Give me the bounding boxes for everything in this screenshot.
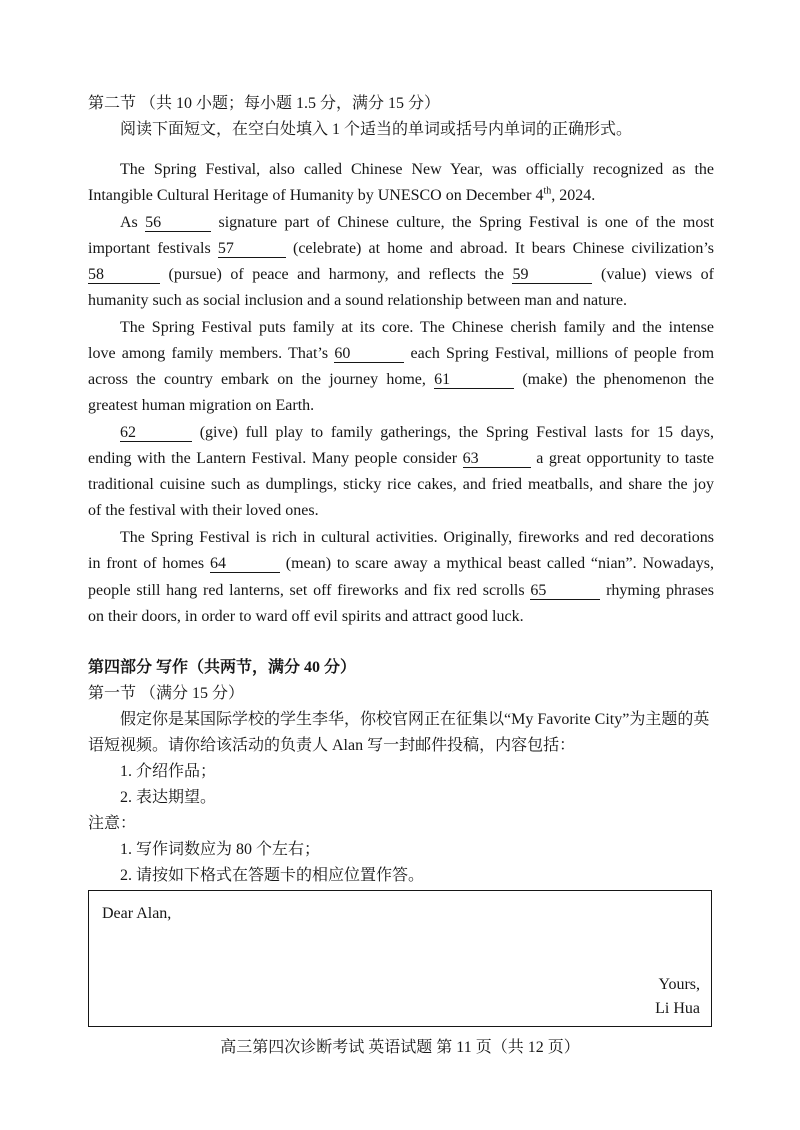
blank-59[interactable]: 59 [512,267,592,284]
blank-65[interactable]: 65 [530,583,600,600]
notes-label: 注意： [88,815,137,832]
page-footer: 高三第四次诊断考试 英语试题 第 11 页（共 12 页） [220,1039,580,1056]
task-line2: 语短视频。请你给该活动的负责人 Alan 写一封邮件投稿，内容包括： [88,737,576,754]
task-item-2: 2. 表达期望。 [120,789,217,806]
p4-line3: traditional cuisine such as dumplings, sticky rice cakes, and fried meatballs, and share the joy [88,476,714,493]
p3-line4: greatest human migration on Earth. [88,397,315,414]
blank-56[interactable]: 56 [145,215,211,232]
section-heading: 第二节 （共 10 小题；每小题 1.5 分，满分 15 分） [88,95,441,112]
blank-62[interactable]: 62 [120,425,192,442]
p4-line2: ending with the Lantern Festival. Many people consider 63 a great opportunity to taste [88,450,715,467]
letter-answer-box[interactable] [88,890,712,1027]
p2-line2: important festivals 57 (celebrate) at home and abroad. It bears Chinese civilization’s [88,240,715,257]
p1-line2: Intangible Cultural Heritage of Humanity by UNESCO on December 4th, 2024. [88,185,596,204]
p5-line1: The Spring Festival is rich in cultural activities. Originally, fireworks and red decorations [120,529,714,546]
letter-closing: Yours, [658,976,700,993]
blank-60[interactable]: 60 [334,346,404,363]
letter-greeting: Dear Alan, [102,905,172,922]
blank-64[interactable]: 64 [210,556,280,573]
p2-line4: humanity such as social inclusion and a sound relationship between man and nature. [88,292,627,309]
p3-line2: love among family members. That’s 60 each Spring Festival, millions of people from [88,345,715,362]
p3-line1: The Spring Festival puts family at its core. The Chinese cherish family and the intense [120,319,714,336]
p1-line1: The Spring Festival, also called Chinese New Year, was officially recognized as the [120,161,714,178]
p5-line4: on their doors, in order to ward off evil spirits and attract good luck. [88,608,524,625]
blank-57[interactable]: 57 [218,241,286,258]
part4-heading: 第四部分 写作（共两节，满分 40 分） [88,659,357,676]
blank-58[interactable]: 58 [88,267,160,284]
p2-line3: 58 (pursue) of peace and harmony, and reflects the 59 (value) views of [88,266,715,283]
section-instruction: 阅读下面短文，在空白处填入 1 个适当的单词或括号内单词的正确形式。 [120,121,633,138]
note-2: 2. 请按如下格式在答题卡的相应位置作答。 [120,867,425,884]
letter-signature: Li Hua [655,1000,700,1017]
blank-61[interactable]: 61 [434,372,514,389]
p2-line1: As 56 signature part of Chinese culture, the Spring Festival is one of the most [120,214,715,231]
note-1: 1. 写作词数应为 80 个左右； [120,841,321,858]
p5-line3: people still hang red lanterns, set off fireworks and fix red scrolls 65 rhyming phrases [88,582,715,599]
p4-line1: 62 (give) full play to family gatherings, the Spring Festival lasts for 15 days, [120,424,715,441]
p4-line4: of the festival with their loved ones. [88,502,319,519]
part4-section1: 第一节 （满分 15 分） [88,685,245,702]
p3-line3: across the country embark on the journey home, 61 (make) the phenomenon the [88,371,715,388]
p5-line2: in front of homes 64 (mean) to scare away a mythical beast called “nian”. Nowadays, [88,555,715,572]
task-line1: 假定你是某国际学校的学生李华，你校官网正在征集以“My Favorite City”为主题的英 [120,711,710,728]
task-item-1: 1. 介绍作品； [120,763,217,780]
blank-63[interactable]: 63 [463,451,531,468]
